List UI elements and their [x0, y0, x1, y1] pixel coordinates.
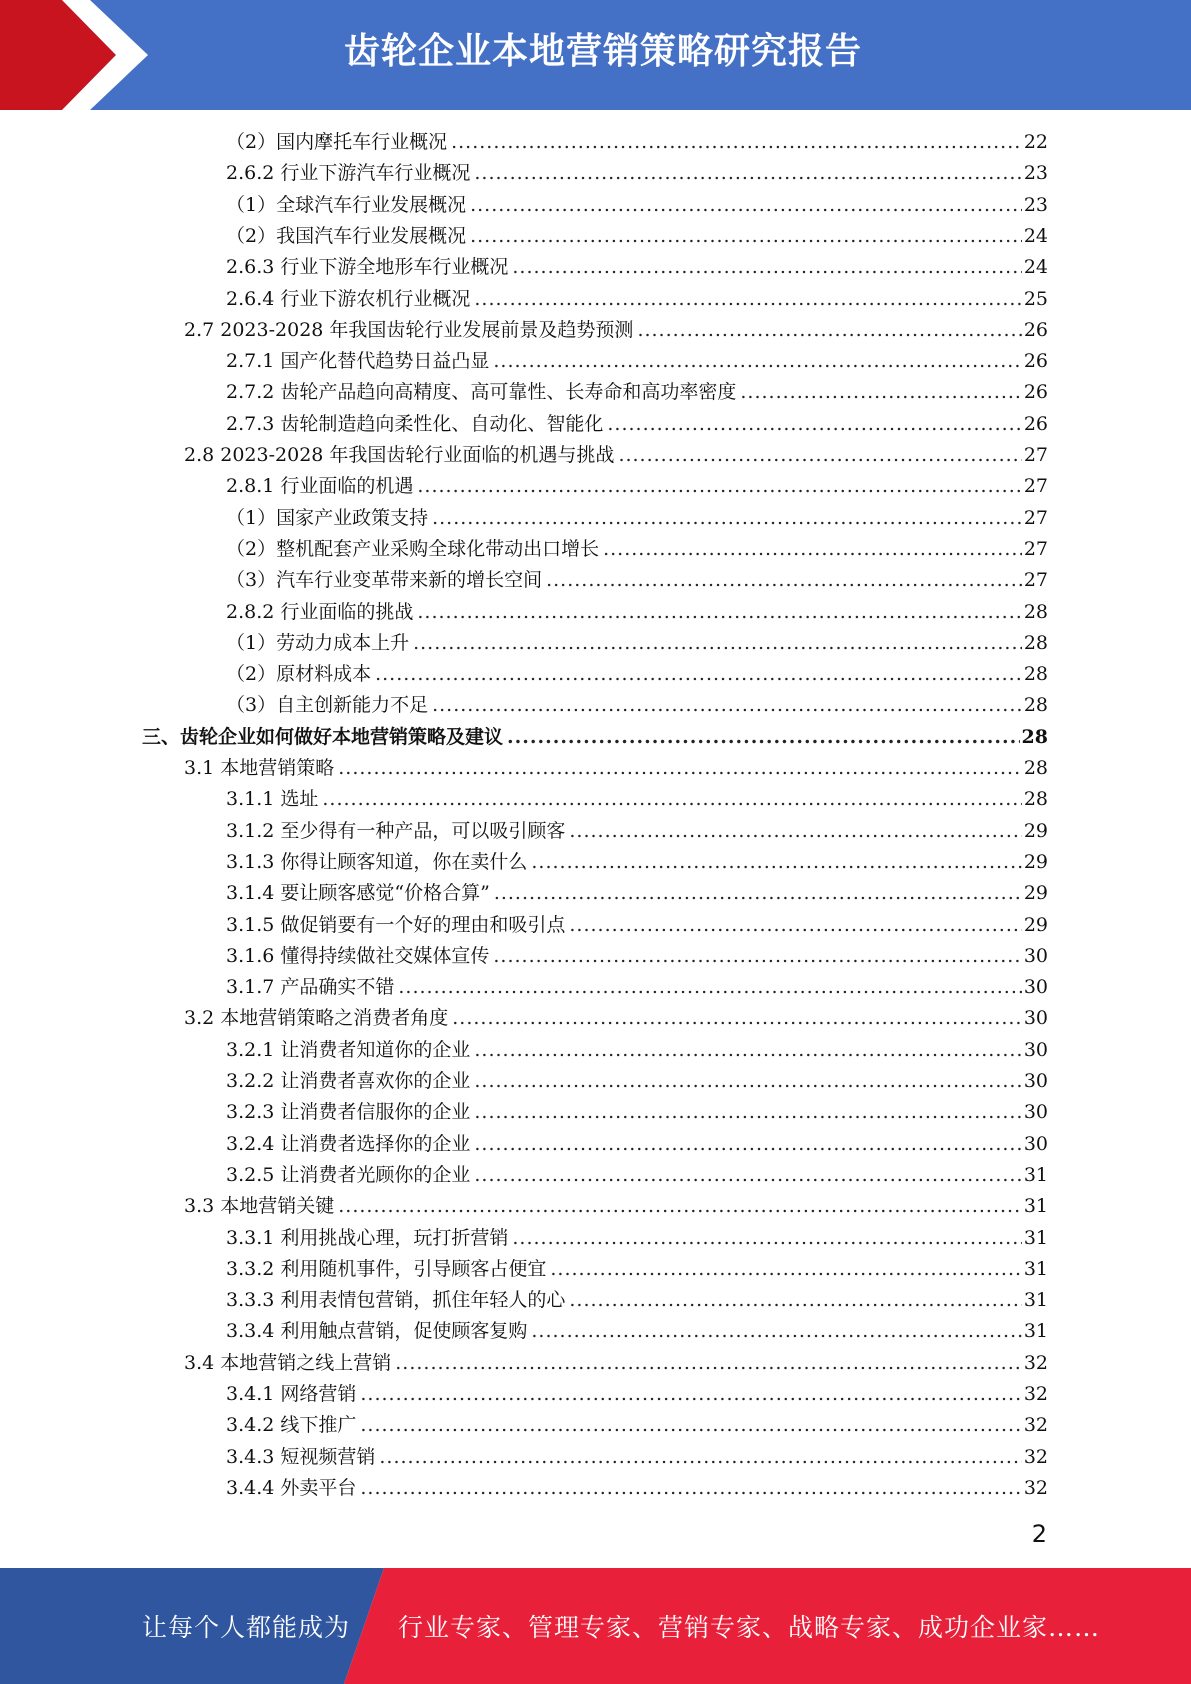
- toc-entry[interactable]: [226, 471, 1048, 502]
- toc-dot-leader: [360, 1410, 1021, 1441]
- toc-entry-label: 2.7 2023-2028 年我国齿轮行业发展前景及趋势预测: [184, 318, 634, 341]
- toc-entry-label: 2.6.3 行业下游全地形车行业概况: [226, 256, 509, 279]
- toc-entry-label: 3.1.1 选址: [226, 788, 319, 811]
- toc-entry-label: 3.3.3 利用表情包营销，抓住年轻人的心: [226, 1289, 566, 1312]
- toc-entry-label: 2.6.4 行业下游农机行业概况: [226, 287, 471, 310]
- toc-entry[interactable]: [226, 284, 1048, 315]
- toc-entry-page: 26: [1023, 412, 1048, 435]
- toc-dot-leader: [618, 440, 1021, 471]
- toc-dot-leader: [413, 628, 1022, 659]
- toc-entry-label: （1）国家产业政策支持: [226, 506, 429, 529]
- toc-entry[interactable]: [226, 409, 1048, 440]
- toc-dot-leader: [398, 972, 1021, 1003]
- toc-entry[interactable]: [226, 659, 1048, 690]
- toc-entry[interactable]: [226, 221, 1048, 252]
- toc-entry-label: （1）劳动力成本上升: [226, 631, 410, 654]
- toc-entry-page: 29: [1023, 850, 1048, 873]
- toc-entry[interactable]: [184, 753, 1048, 784]
- toc-entry[interactable]: [226, 941, 1048, 972]
- footer-slogan-right: 行业专家、管理专家、营销专家、战略专家、成功企业家……: [398, 1613, 1101, 1642]
- toc-entry[interactable]: [226, 1160, 1048, 1191]
- toc-dot-leader: [512, 1223, 1021, 1254]
- toc-entry[interactable]: [226, 910, 1048, 941]
- toc-entry-page: 28: [1023, 757, 1048, 779]
- toc-entry-label: 3.3.4 利用触点营销，促使顾客复购: [226, 1320, 528, 1343]
- toc-entry-page: 27: [1023, 506, 1048, 529]
- toc-entry-label: 3.1 本地营销策略: [184, 757, 335, 779]
- toc-dot-leader: [432, 503, 1022, 534]
- toc-entry[interactable]: [226, 816, 1048, 847]
- toc-entry-page: 26: [1023, 318, 1048, 341]
- toc-entry[interactable]: [226, 252, 1048, 283]
- toc-entry-label: （2）原材料成本: [226, 663, 372, 686]
- toc-entry-label: 2.6.2 行业下游汽车行业概况: [226, 162, 471, 185]
- toc-entry-page: 28: [1021, 725, 1048, 748]
- toc-dot-leader: [603, 534, 1022, 565]
- toc-entry-label: 3.1.5 做促销要有一个好的理由和吸引点: [226, 913, 566, 936]
- toc-dot-leader: [474, 1129, 1021, 1160]
- toc-entry-label: 3.1.7 产品确实不错: [226, 976, 395, 999]
- toc-entry[interactable]: [226, 1223, 1048, 1254]
- toc-dot-leader: [569, 1285, 1021, 1316]
- toc-entry-page: 28: [1023, 663, 1048, 686]
- toc-entry-page: 30: [1023, 1070, 1048, 1092]
- toc-entry-label: （2）我国汽车行业发展概况: [226, 224, 467, 247]
- toc-entry-page: 28: [1023, 631, 1048, 654]
- toc-entry-label: （3）自主创新能力不足: [226, 694, 429, 717]
- toc-entry-label: 3.3.1 利用挑战心理，玩打折营销: [226, 1226, 509, 1249]
- toc-entry-label: 3.2.3 让消费者信服你的企业: [226, 1101, 471, 1124]
- toc-entry[interactable]: [226, 1379, 1048, 1410]
- toc-entry[interactable]: [226, 972, 1048, 1003]
- toc-entry-label: 3.4 本地营销之线上营销: [184, 1351, 392, 1374]
- toc-entry[interactable]: [226, 1442, 1048, 1473]
- toc-dot-leader: [470, 190, 1022, 221]
- toc-entry-page: 30: [1023, 1101, 1048, 1124]
- toc-dot-leader: [512, 252, 1021, 283]
- toc-entry-label: 3.4.4 外卖平台: [226, 1476, 357, 1499]
- toc-entry[interactable]: [226, 127, 1048, 158]
- toc-entry-page: 32: [1023, 1383, 1048, 1405]
- toc-entry-page: 28: [1023, 600, 1048, 623]
- toc-entry[interactable]: [226, 1316, 1048, 1347]
- toc-entry[interactable]: [226, 503, 1048, 534]
- page-header: [0, 0, 1191, 110]
- toc-dot-leader: [417, 597, 1021, 628]
- toc-entry-page: 29: [1023, 913, 1048, 936]
- toc-entry[interactable]: [226, 1410, 1048, 1441]
- toc-entry[interactable]: [226, 346, 1048, 377]
- toc-entry[interactable]: [184, 1003, 1048, 1034]
- toc-dot-leader: [451, 127, 1022, 158]
- toc-entry-page: 28: [1023, 788, 1048, 811]
- toc-entry[interactable]: [184, 1191, 1048, 1222]
- toc-dot-leader: [607, 409, 1021, 440]
- toc-entry[interactable]: [226, 597, 1048, 628]
- toc-dot-leader: [531, 847, 1021, 878]
- toc-entry-label: 3.2.4 让消费者选择你的企业: [226, 1132, 471, 1155]
- toc-entry-label: 2.8 2023-2028 年我国齿轮行业面临的机遇与挑战: [184, 444, 615, 466]
- toc-entry-label: （2）国内摩托车行业概况: [226, 131, 448, 153]
- toc-entry-page: 27: [1023, 475, 1048, 498]
- toc-entry-page: 30: [1023, 1007, 1048, 1030]
- toc-dot-leader: [474, 158, 1021, 189]
- toc-dot-leader: [432, 690, 1022, 721]
- toc-entry-label: （2）整机配套产业采购全球化带动出口增长: [226, 537, 600, 560]
- toc-entry-page: 27: [1023, 444, 1048, 466]
- toc-entry[interactable]: [226, 565, 1048, 596]
- toc-entry-label: 3.3.2 利用随机事件，引导顾客占便宜: [226, 1257, 547, 1280]
- toc-entry-label: 3.2 本地营销策略之消费者角度: [184, 1007, 449, 1030]
- toc-entry[interactable]: [226, 1035, 1048, 1066]
- toc-dot-leader: [531, 1316, 1021, 1347]
- toc-dot-leader: [470, 221, 1022, 252]
- toc-dot-leader: [474, 1160, 1021, 1191]
- toc-entry-label: 3.3 本地营销关键: [184, 1195, 335, 1218]
- toc-entry-page: 31: [1023, 1257, 1048, 1280]
- toc-dot-leader: [507, 722, 1020, 753]
- toc-entry-label: 3.2.5 让消费者光顾你的企业: [226, 1163, 471, 1186]
- toc-dot-leader: [360, 1379, 1021, 1410]
- toc-entry[interactable]: [226, 1097, 1048, 1128]
- toc-entry-page: 30: [1023, 1038, 1048, 1061]
- toc-dot-leader: [740, 377, 1021, 408]
- toc-entry-page: 30: [1023, 944, 1048, 967]
- toc-entry-page: 30: [1023, 976, 1048, 999]
- toc-entry-page: 24: [1023, 256, 1048, 279]
- toc-entry-page: 27: [1023, 569, 1048, 592]
- toc-entry-page: 25: [1023, 287, 1048, 310]
- toc-entry[interactable]: [226, 784, 1048, 815]
- toc-entry-label: （3）汽车行业变革带来新的增长空间: [226, 569, 543, 592]
- toc-entry-page: 28: [1023, 694, 1048, 717]
- page-footer: [0, 1568, 1191, 1684]
- toc-entry-page: 29: [1023, 819, 1048, 842]
- toc-entry[interactable]: [142, 722, 1048, 753]
- toc-dot-leader: [474, 1035, 1021, 1066]
- toc-entry-label: 3.4.2 线下推广: [226, 1414, 357, 1437]
- toc-dot-leader: [569, 816, 1021, 847]
- toc-dot-leader: [550, 1254, 1021, 1285]
- toc-entry-label: （1）全球汽车行业发展概况: [226, 193, 467, 216]
- toc-entry-label: 2.7.3 齿轮制造趋向柔性化、自动化、智能化: [226, 412, 604, 435]
- toc-entry[interactable]: [226, 1254, 1048, 1285]
- toc-entry-label: 2.7.2 齿轮产品趋向高精度、高可靠性、长寿命和高功率密度: [226, 381, 737, 404]
- toc-entry-page: 32: [1023, 1445, 1048, 1468]
- toc-dot-leader: [569, 910, 1021, 941]
- toc-entry[interactable]: [226, 377, 1048, 408]
- page-number: 2: [1031, 1520, 1047, 1548]
- footer-slogan-left: 让每个人都能成为: [142, 1613, 351, 1642]
- toc-entry[interactable]: [226, 847, 1048, 878]
- toc-dot-leader: [494, 878, 1022, 909]
- toc-dot-leader: [452, 1003, 1022, 1034]
- toc-entry-page: 32: [1023, 1414, 1048, 1437]
- toc-entry[interactable]: [226, 1066, 1048, 1097]
- toc-entry[interactable]: [226, 190, 1048, 221]
- toc-entry-page: 32: [1023, 1351, 1048, 1374]
- toc-dot-leader: [474, 1066, 1021, 1097]
- toc-dot-leader: [322, 784, 1021, 815]
- toc-dot-leader: [417, 471, 1021, 502]
- toc-entry[interactable]: [226, 690, 1048, 721]
- toc-dot-leader: [379, 1442, 1021, 1473]
- toc-entry-label: 3.1.3 你得让顾客知道，你在卖什么: [226, 850, 528, 873]
- toc-entry-label: 3.4.3 短视频营销: [226, 1445, 376, 1468]
- toc-entry-page: 32: [1023, 1476, 1048, 1499]
- toc-entry-page: 31: [1023, 1163, 1048, 1186]
- toc-entry-page: 29: [1023, 882, 1048, 905]
- toc-dot-leader: [546, 565, 1022, 596]
- toc-entry-page: 23: [1023, 193, 1048, 216]
- toc-entry[interactable]: [226, 1473, 1048, 1504]
- toc-entry-label: 3.1.4 要让顾客感觉“价格合算”: [226, 882, 490, 905]
- toc-entry-label: 3.2.1 让消费者知道你的企业: [226, 1038, 471, 1061]
- toc-entry[interactable]: [184, 315, 1048, 346]
- toc-entry-label: 3.4.1 网络营销: [226, 1383, 357, 1405]
- toc-entry-label: 三、齿轮企业如何做好本地营销策略及建议: [142, 725, 504, 748]
- header-title: 齿轮企业本地营销策略研究报告: [343, 31, 862, 72]
- toc-entry-page: 30: [1023, 1132, 1048, 1155]
- toc-entry-page: 26: [1023, 350, 1048, 373]
- toc-entry[interactable]: [226, 534, 1048, 565]
- toc-entry-page: 23: [1023, 162, 1048, 185]
- toc-dot-leader: [375, 659, 1022, 690]
- toc-dot-leader: [395, 1348, 1022, 1379]
- toc-entry-page: 31: [1023, 1320, 1048, 1343]
- toc-entry-label: 3.2.2 让消费者喜欢你的企业: [226, 1070, 471, 1092]
- toc-entry-page: 22: [1023, 131, 1048, 153]
- toc-entry-label: 2.8.1 行业面临的机遇: [226, 475, 414, 498]
- toc-dot-leader: [637, 315, 1021, 346]
- toc-entry-label: 2.7.1 国产化替代趋势日益凸显: [226, 350, 490, 373]
- toc-dot-leader: [474, 284, 1021, 315]
- toc-entry[interactable]: [226, 158, 1048, 189]
- toc-entry-label: 3.1.2 至少得有一种产品，可以吸引顾客: [226, 819, 566, 842]
- toc-entry[interactable]: [226, 1285, 1048, 1316]
- toc-entry-page: 24: [1023, 224, 1048, 247]
- toc-entry-page: 31: [1023, 1195, 1048, 1218]
- toc-entry-label: 2.8.2 行业面临的挑战: [226, 600, 414, 623]
- toc-entry[interactable]: [226, 878, 1048, 909]
- toc-entry-page: 31: [1023, 1289, 1048, 1312]
- toc-dot-leader: [338, 1191, 1022, 1222]
- toc-entry[interactable]: [184, 440, 1048, 471]
- toc-entry-label: 3.1.6 懂得持续做社交媒体宣传: [226, 944, 490, 967]
- toc-dot-leader: [338, 753, 1022, 784]
- toc-dot-leader: [493, 346, 1021, 377]
- toc-entry-page: 31: [1023, 1226, 1048, 1249]
- toc-entry-page: 27: [1023, 537, 1048, 560]
- toc-dot-leader: [493, 941, 1021, 972]
- toc-dot-leader: [360, 1473, 1021, 1504]
- toc-entry[interactable]: [226, 1129, 1048, 1160]
- toc-dot-leader: [474, 1097, 1021, 1128]
- toc-entry[interactable]: [226, 628, 1048, 659]
- toc-entry-page: 26: [1023, 381, 1048, 404]
- toc-entry[interactable]: [184, 1348, 1048, 1379]
